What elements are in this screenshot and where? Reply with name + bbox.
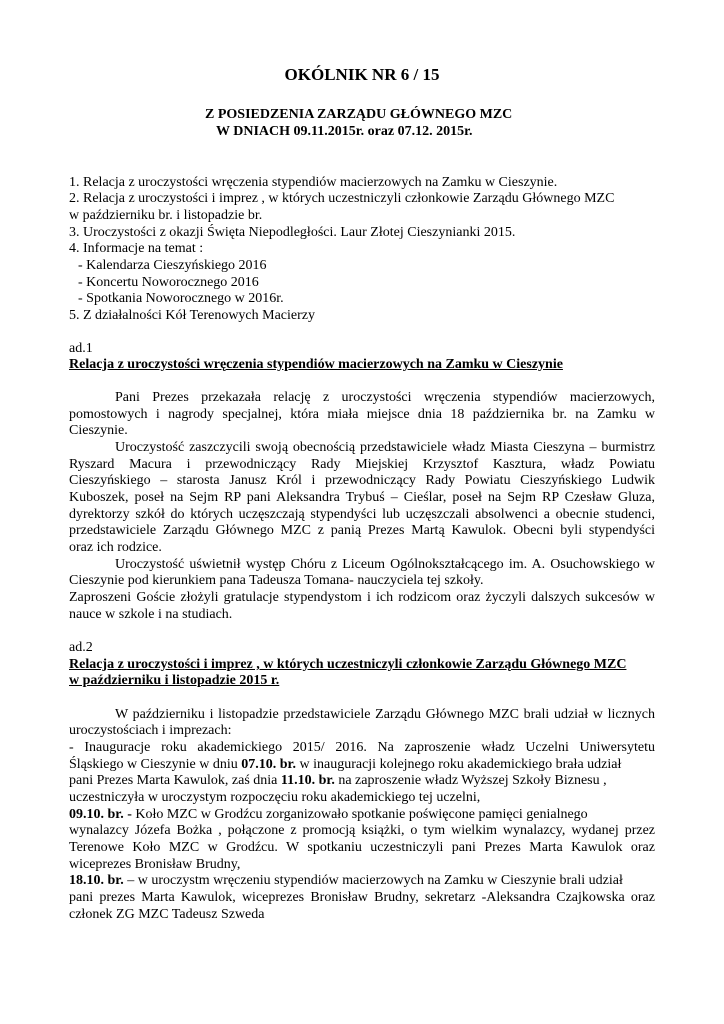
agenda-item: 4. Informacje na temat : — [69, 241, 204, 256]
agenda-subitem: - Kalendarza Cieszyńskiego 2016 — [78, 258, 267, 273]
document-title: OKÓLNIK NR 6 / 15 — [284, 65, 440, 84]
paragraph-line: Uroczystość uświetnił występ Chóru z Liceum Ogólnokształcącego im. A. Osuchowskiego w — [115, 557, 655, 572]
section-label-ad1: ad.1 — [69, 341, 93, 356]
paragraph-line: Ryszard Macura i przewodniczący Rady Miejskiej Krzysztof Kasztura, władz Powiatu — [69, 457, 655, 472]
paragraph-line: wiceprezes Bronisław Brudny, — [69, 857, 241, 872]
paragraph-line: uczestniczyła w uroczystym rozpoczęciu roku akademickiego tej uczelni, — [69, 790, 481, 805]
section-heading-ad2-line2: w październiku i listopadzie 2015 r. — [69, 673, 280, 688]
paragraph-line: Terenowe Koło MZC w Grodźcu. W spotkaniu uczestniczyli pani Prezes Marta Kawulok oraz — [69, 840, 655, 855]
agenda-subitem: - Koncertu Noworocznego 2016 — [78, 275, 259, 290]
agenda-item: 3. Uroczystości z okazji Święta Niepodległości. Laur Złotej Cieszynianki 2015. — [69, 225, 516, 240]
section-heading-ad2-line1: Relacja z uroczystości i imprez , w których uczestniczyli członkowie Zarządu Głównego MZC — [69, 657, 627, 672]
text-run: Koło MZC w Grodźcu zorganizowało spotkanie poświęcone pamięci genialnego — [131, 807, 588, 822]
paragraph-line: nauce w szkole i na studiach. — [69, 607, 233, 622]
text-run: Śląskiego w Cieszynie w dniu — [69, 757, 242, 772]
paragraph-line: Pani Prezes przekazała relację z uroczystości wręczenia stypendiów macierzowych, — [115, 390, 655, 405]
paragraph-line: Kuboszek, poseł na Sejm RP pani Aleksandra Trybuś – Cieślar, poseł na Sejm RP Czesław Gluza, — [69, 490, 655, 505]
paragraph-line — [69, 873, 623, 890]
date-bold: 11.10. br. — [280, 773, 335, 788]
paragraph-line: Cieszyńskiego – starosta Janusz Król i przewodniczący Rady Powiatu Cieszyńskiego Ludwik — [69, 473, 655, 488]
paragraph-line: wynalazcy Józefa Bożka , połączone z promocją książki, o tym wielkim wynalazcy, wydanej przez — [69, 823, 655, 838]
date-bold: 07.10. br. — [241, 757, 296, 772]
text-run: w inauguracji kolejnego roku akademickiego brała udział — [295, 757, 622, 772]
paragraph-line — [69, 757, 621, 774]
agenda-item: 5. Z działalności Kół Terenowych Macierzy — [69, 308, 316, 323]
paragraph-line: pomostowych i nagrody specjalnej, która miała miejsce dnia 18 października br. na Zamku w — [69, 407, 655, 422]
agenda-subitem: - Spotkania Noworocznego w 2016r. — [78, 291, 284, 306]
date-bold: 18.10. br. — [69, 873, 124, 888]
paragraph-line — [69, 773, 607, 790]
section-label-ad2: ad.2 — [69, 640, 93, 655]
paragraph-line: - Inauguracje roku akademickiego 2015/ 2016. Na zaproszenie władz Uczelni Uniwersytetu — [69, 740, 655, 755]
paragraph-line: dyrektorzy szkół do których uczęszczają stypendyści lub uczęszczali absolwenci a obecnie studenci, — [69, 507, 655, 522]
agenda-item: 2. Relacja z uroczystości i imprez , w których uczestniczyli członkowie Zarządu Głównego MZC — [69, 191, 615, 206]
text-run: pani Prezes Marta Kawulok, zaś dnia — [69, 773, 281, 788]
paragraph-line: oraz ich rodzice. — [69, 540, 162, 555]
agenda-item: w październiku br. i listopadzie br. — [69, 208, 263, 223]
document-subtitle-line2: W DNIACH 09.11.2015r. oraz 07.12. 2015r. — [216, 124, 473, 139]
agenda-item: 1. Relacja z uroczystości wręczenia stypendiów macierzowych na Zamku w Cieszynie. — [69, 175, 558, 190]
section-heading-ad1: Relacja z uroczystości wręczenia stypendiów macierzowych na Zamku w Cieszynie — [69, 357, 563, 372]
paragraph-line: Cieszynie pod kierunkiem pana Tadeusza Tomana- nauczyciela tej szkoły. — [69, 573, 484, 588]
paragraph-line: pani prezes Marta Kawulok, wiceprezes Bronisław Brudny, sekretarz -Aleksandra Czajkowska oraz — [69, 890, 655, 905]
paragraph-line — [69, 807, 588, 824]
paragraph-line: przedstawiciele Zarządu Głównego MZC z panią Prezes Martą Kawulok. Obecni byli stypendyści — [69, 523, 655, 538]
paragraph-line: Zaproszeni Goście złożyli gratulacje stypendystom i ich rodzicom oraz życzyli dalszych sukcesów w — [69, 590, 655, 605]
paragraph-line: Cieszynie. — [69, 423, 128, 438]
text-run: na zaproszenie władz Wyższej Szkoły Biznesu , — [334, 773, 607, 788]
paragraph-line: W październiku i listopadzie przedstawiciele Zarządu Głównego MZC brali udział w licznych — [115, 707, 655, 722]
date-bold: 09.10. br. - — [69, 807, 132, 822]
text-run: – w uroczystm wręczeniu stypendiów macierzowych na Zamku w Cieszynie brali udział — [123, 873, 623, 888]
paragraph-line: Uroczystość zaszczycili swoją obecnością przedstawiciele władz Miasta Cieszyna – burmistrz — [115, 440, 655, 455]
paragraph-line: członek ZG MZC Tadeusz Szweda — [69, 907, 265, 922]
paragraph-line: uroczystościach i imprezach: — [69, 723, 232, 738]
document-subtitle-line1: Z POSIEDZENIA ZARZĄDU GŁÓWNEGO MZC — [205, 107, 513, 122]
